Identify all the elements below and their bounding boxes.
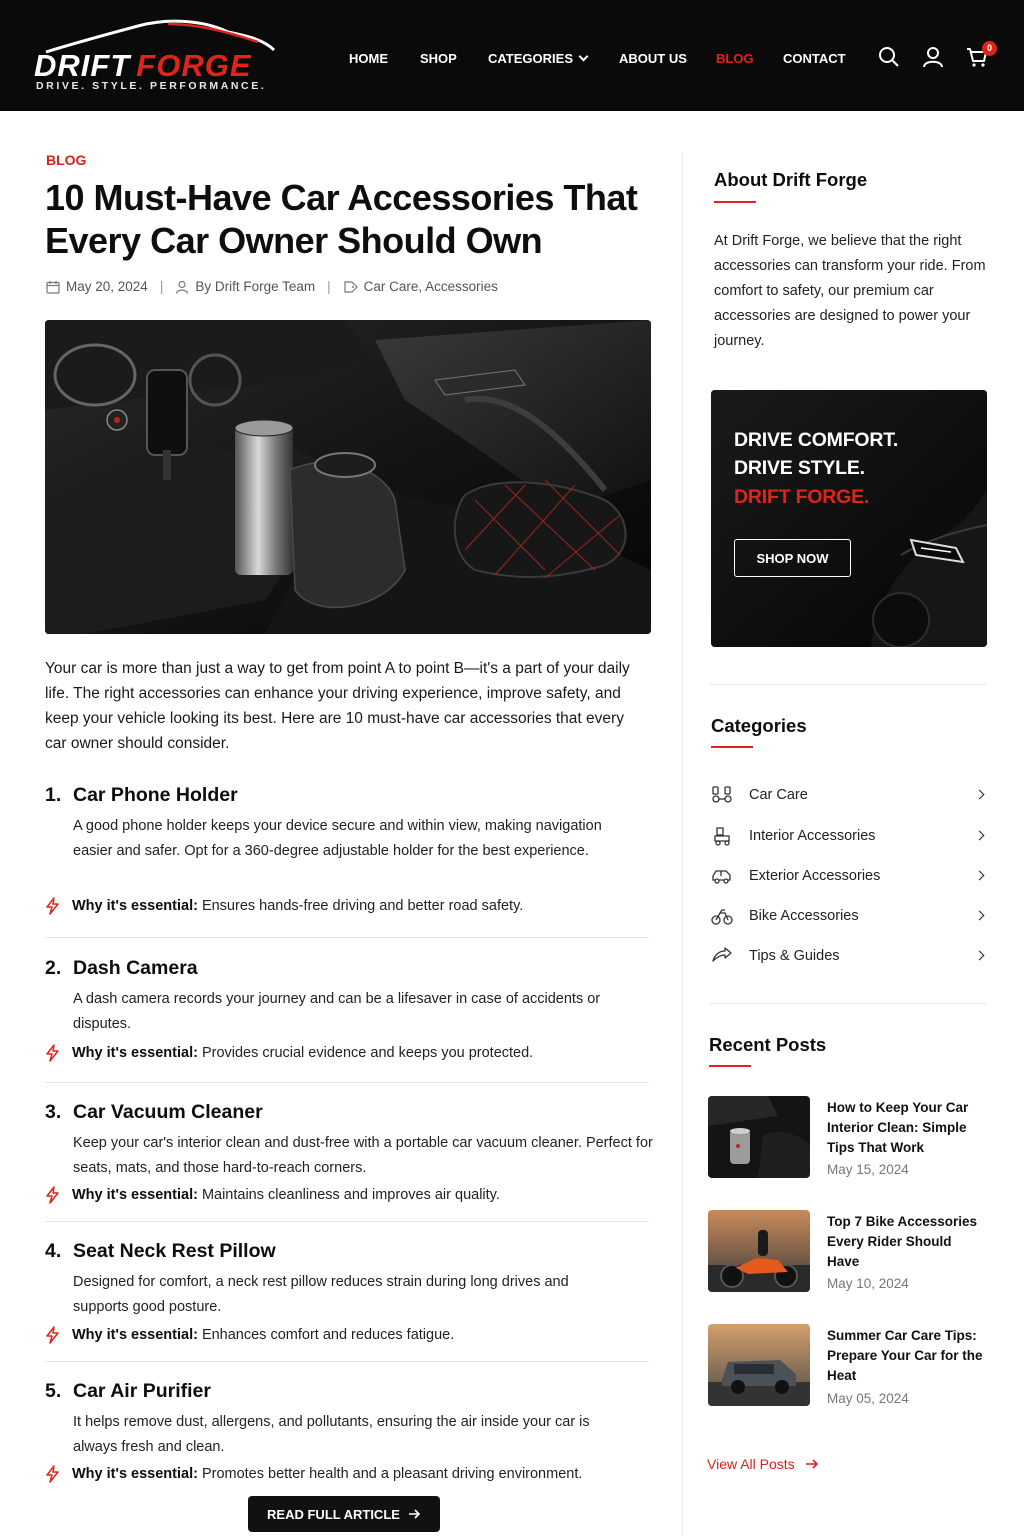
categories-heading: Categories	[711, 715, 807, 736]
category-label: Exterior Accessories	[749, 868, 881, 884]
item-why	[45, 897, 523, 915]
calendar-icon	[46, 280, 60, 294]
brand-tagline: DRIVE. STYLE. PERFORMANCE.	[36, 80, 267, 92]
why-text: Enhances comfort and reduces fatigue.	[201, 1327, 455, 1343]
search-icon[interactable]	[878, 46, 900, 68]
post-date: May 15, 2024	[827, 1162, 909, 1177]
article-hero-image	[45, 320, 651, 634]
chevron-right-icon	[975, 831, 985, 841]
bike-icon	[711, 906, 733, 926]
lightning-icon	[45, 1465, 60, 1483]
thumb-motorcycle	[708, 1210, 810, 1292]
nav-home[interactable]: HOME	[349, 51, 388, 66]
item-description: Designed for comfort, a neck rest pillow reduces strain during long drives and supports good posture.	[73, 1274, 569, 1315]
nav-categories-label: CATEGORIES	[488, 51, 573, 66]
nav-contact[interactable]: CONTACT	[783, 51, 846, 66]
nav-shop[interactable]: SHOP	[420, 51, 457, 66]
why-label: Why it's essential:	[72, 1327, 198, 1343]
item-title: Seat Neck Rest Pillow	[73, 1240, 276, 1262]
category-label: Car Care	[749, 787, 808, 803]
brand-name-part1: DRIFT	[34, 48, 131, 83]
item-number: 1.	[45, 784, 62, 806]
car-exterior-icon	[711, 866, 733, 886]
item-description: It helps remove dust, allergens, and pollutants, ensuring the air inside your car is always fresh and clean.	[73, 1414, 590, 1455]
chevron-right-icon	[975, 951, 985, 961]
tag-icon	[343, 280, 358, 294]
recent-post-item[interactable]	[708, 1096, 988, 1182]
about-text: At Drift Forge, we believe that the right accessories can transform your ride. From comfort to safety, our premium car accessories are designed to power your journey.	[714, 233, 986, 349]
category-item-car-care[interactable]	[711, 784, 987, 808]
heading-underline	[711, 746, 753, 748]
arrow-right-icon	[805, 1459, 819, 1469]
item-why	[45, 1186, 500, 1204]
category-label: Bike Accessories	[749, 908, 859, 924]
heading-underline	[709, 1065, 751, 1067]
meta-separator: |	[159, 279, 164, 294]
chevron-down-icon	[579, 52, 589, 62]
why-label: Why it's essential:	[72, 1187, 198, 1203]
post-title[interactable]: How to Keep Your Car Interior Clean: Simple Tips That Work	[827, 1100, 969, 1155]
section-divider	[709, 1003, 987, 1004]
lightning-icon	[45, 1326, 60, 1344]
author-icon	[175, 280, 189, 294]
accessory-item	[45, 784, 649, 924]
promo-line-3: DRIFT FORGE.	[734, 486, 870, 508]
accessory-item	[45, 957, 649, 1067]
chevron-right-icon	[975, 911, 985, 921]
read-full-article-label: READ FULL ARTICLE	[267, 1506, 400, 1522]
item-divider	[45, 1221, 649, 1222]
item-divider	[45, 1361, 649, 1362]
sidebar-divider	[682, 152, 683, 1536]
section-divider	[709, 684, 987, 685]
nav-categories[interactable]	[488, 51, 587, 66]
chevron-right-icon	[975, 871, 985, 881]
why-label: Why it's essential:	[72, 898, 198, 914]
road-sign-icon	[711, 946, 733, 966]
why-label: Why it's essential:	[72, 1045, 198, 1061]
item-why	[45, 1326, 454, 1344]
brand-logo[interactable]	[34, 18, 279, 94]
read-full-article-button[interactable]	[248, 1496, 440, 1532]
user-icon[interactable]	[922, 46, 944, 68]
recent-post-item[interactable]	[708, 1324, 988, 1410]
post-title[interactable]: Top 7 Bike Accessories Every Rider Should Have	[827, 1214, 978, 1269]
shop-now-button[interactable]: SHOP NOW	[734, 539, 851, 577]
brand-name	[34, 48, 252, 84]
accessory-item	[45, 1101, 653, 1211]
view-all-posts-link[interactable]	[707, 1456, 819, 1472]
meta-separator: |	[327, 279, 331, 294]
item-number: 4.	[45, 1240, 62, 1262]
about-heading: About Drift Forge	[714, 169, 868, 190]
promo-line-2: DRIVE STYLE.	[734, 457, 865, 479]
item-divider	[45, 937, 649, 938]
article-intro: Your car is more than just a way to get from point A to point B—it's a part of your daily life. The right accessories can enhance your driving experience, improve safety, and keep your vehicle looking its best. Here are 10 must-have car accessories that every car owner should consider.	[45, 660, 630, 752]
brand-name-part2: FORGE	[136, 48, 252, 83]
lightning-icon	[45, 1044, 60, 1062]
post-thumbnail[interactable]	[708, 1210, 810, 1292]
why-text: Maintains cleanliness and improves air quality.	[201, 1187, 500, 1203]
lightning-icon	[45, 1186, 60, 1204]
category-item-exterior[interactable]	[711, 865, 987, 889]
why-text: Ensures hands-free driving and better road safety.	[201, 898, 524, 914]
chevron-right-icon	[975, 790, 985, 800]
car-interior-illustration	[45, 320, 651, 634]
item-why	[45, 1044, 533, 1062]
category-item-tips[interactable]	[711, 945, 987, 969]
article-category-kicker[interactable]: BLOG	[46, 152, 87, 168]
nav-blog[interactable]: BLOG	[716, 51, 754, 66]
category-label: Interior Accessories	[749, 828, 876, 844]
site-header	[0, 0, 1024, 111]
view-all-posts-label: View All Posts	[707, 1456, 795, 1472]
item-number: 5.	[45, 1380, 62, 1402]
article-author[interactable]: By Drift Forge Team	[195, 279, 316, 294]
item-description: Keep your car's interior clean and dust-free with a portable car vacuum cleaner. Perfect for seats, mats, and those hard-to-reach corners.	[73, 1135, 653, 1176]
recent-posts-heading: Recent Posts	[709, 1034, 827, 1055]
seat-icon	[711, 826, 733, 846]
item-title: Dash Camera	[73, 957, 198, 979]
promo-banner[interactable]	[711, 390, 987, 647]
category-item-bike[interactable]	[711, 905, 987, 929]
article-tags[interactable]: Car Care, Accessories	[363, 279, 498, 294]
category-label: Tips & Guides	[749, 948, 840, 964]
item-title: Car Phone Holder	[73, 784, 238, 806]
heading-underline	[714, 201, 756, 203]
post-date: May 10, 2024	[827, 1276, 909, 1291]
article-meta	[46, 279, 498, 294]
post-title[interactable]: Summer Car Care Tips: Prepare Your Car for the Heat	[827, 1328, 983, 1383]
arrow-right-icon	[408, 1509, 421, 1519]
item-title: Car Vacuum Cleaner	[73, 1101, 263, 1123]
thumb-car-interior	[708, 1096, 810, 1178]
item-divider	[45, 1082, 649, 1083]
item-description: A good phone holder keeps your device secure and within view, making navigation easier and safer. Opt for a 360-degree adjustable holder for the best experience.	[73, 818, 602, 859]
cart-count-badge: 0	[982, 41, 997, 56]
category-item-interior[interactable]	[711, 825, 987, 849]
article-title: 10 Must-Have Car Accessories That Every Car Owner Should Own	[45, 177, 638, 261]
item-title: Car Air Purifier	[73, 1380, 211, 1402]
item-description: A dash camera records your journey and can be a lifesaver in case of accidents or disputes.	[73, 991, 601, 1032]
thumb-suv	[708, 1324, 810, 1406]
why-text: Provides crucial evidence and keeps you protected.	[201, 1045, 534, 1061]
lightning-icon	[45, 897, 60, 915]
item-number: 2.	[45, 957, 62, 979]
why-text: Promotes better health and a pleasant driving environment.	[201, 1466, 583, 1482]
item-why	[45, 1465, 582, 1483]
item-number: 3.	[45, 1101, 62, 1123]
accessory-item	[45, 1380, 649, 1490]
car-care-icon	[711, 785, 733, 805]
promo-line-1: DRIVE COMFORT.	[734, 429, 899, 451]
why-label: Why it's essential:	[72, 1466, 198, 1482]
recent-post-item[interactable]	[708, 1210, 988, 1296]
post-thumbnail[interactable]	[708, 1324, 810, 1406]
accessory-item	[45, 1240, 649, 1350]
article-date: May 20, 2024	[66, 279, 148, 294]
post-date: May 05, 2024	[827, 1391, 909, 1406]
post-thumbnail[interactable]	[708, 1096, 810, 1178]
nav-about[interactable]: ABOUT US	[619, 51, 687, 66]
